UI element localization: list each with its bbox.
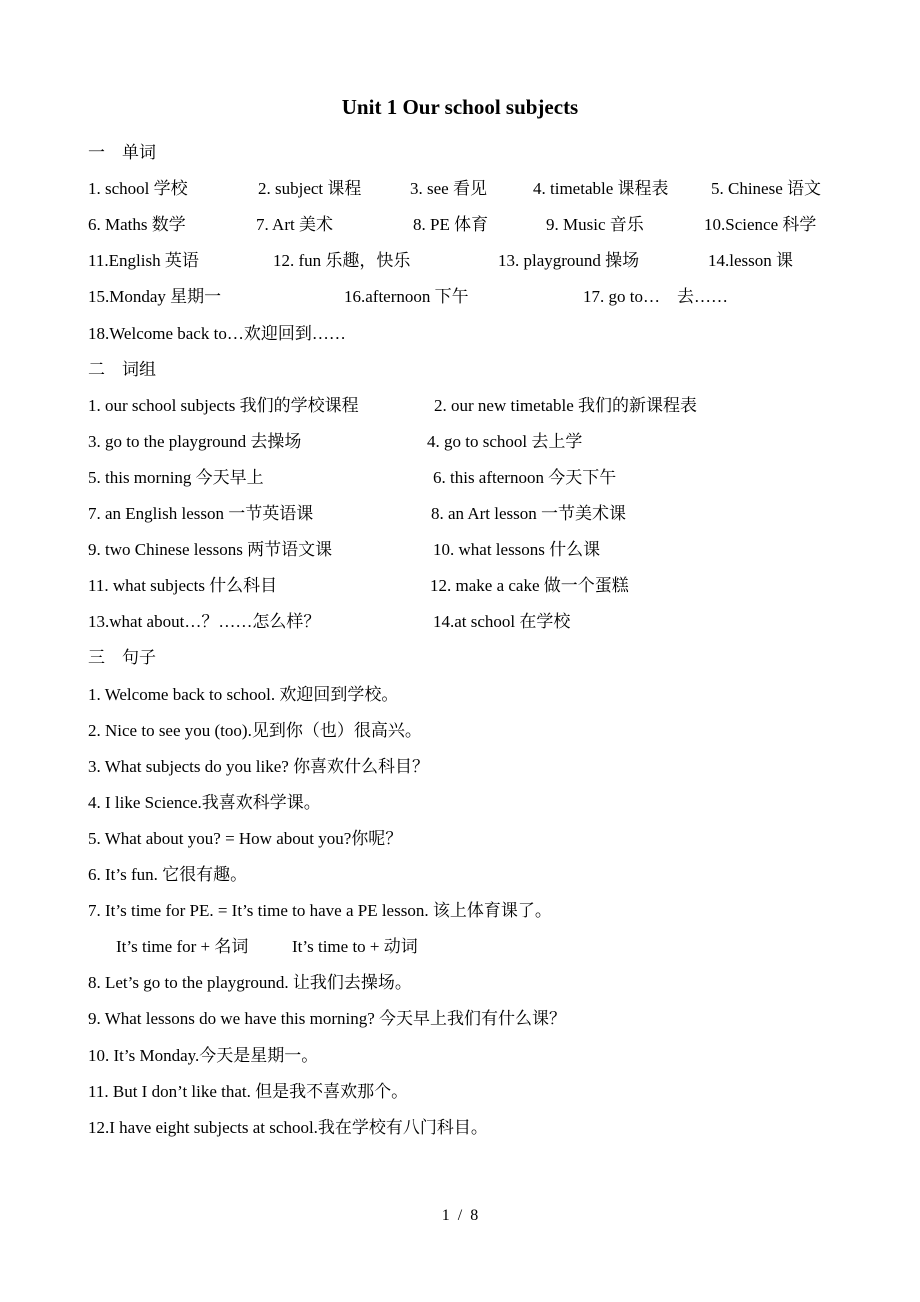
text-entry: 9. What lessons do we have this morning? 今天早上我们有什么课？	[88, 1009, 566, 1029]
section-heading-words	[0, 135, 920, 171]
text-entry: 9. Music 音乐	[546, 215, 644, 235]
text-entry: 11.English 英语	[88, 251, 199, 271]
text-line	[0, 1001, 920, 1037]
text-line	[0, 749, 920, 785]
text-line	[0, 857, 920, 893]
text-entry: 17. go to… 去……	[583, 287, 728, 307]
section-heading-sentences	[0, 640, 920, 676]
text-entry: 6. It’s fun. 它很有趣。	[88, 865, 248, 884]
text-entry: 2. subject 课程	[258, 179, 362, 199]
section-heading-text: 三 句子	[88, 648, 156, 668]
text-entry: 3. go to the playground 去操场	[88, 431, 302, 451]
total-pages: 8	[470, 1207, 479, 1224]
text-entry: 13. playground 操场	[498, 251, 640, 271]
text-entry: 5. Chinese 语文	[711, 179, 822, 199]
text-line	[0, 279, 920, 315]
text-entry: 3. see 看见	[410, 179, 487, 199]
text-entry: 10.Science 科学	[704, 215, 817, 235]
section-heading-text: 二 词组	[88, 359, 156, 379]
text-entry: 11. But I don’t like that. 但是我不喜欢那个。	[88, 1081, 409, 1101]
text-entry: 9. two Chinese lessons 两节语文课	[88, 540, 333, 560]
text-entry: 10. It’s Monday.今天是星期一。	[88, 1045, 319, 1065]
text-line	[0, 171, 920, 207]
page-number	[0, 1202, 920, 1230]
text-entry: 6. Maths 数学	[88, 215, 186, 235]
text-entry: 11. what subjects 什么科目	[88, 576, 278, 596]
page-title: Unit 1 Our school subjects	[341, 95, 579, 119]
text-line	[0, 713, 920, 749]
text-line	[0, 316, 920, 352]
text-entry: 7. an English lesson 一节英语课	[88, 504, 314, 523]
text-entry: 13.what about…？……怎么样？	[88, 612, 321, 632]
text-line	[0, 460, 920, 496]
text-line	[0, 821, 920, 857]
text-entry: 6. this afternoon 今天下午	[433, 467, 617, 487]
section-heading-text: 一 单词	[88, 143, 156, 162]
text-line	[0, 496, 920, 532]
text-entry: 18.Welcome back to…欢迎回到……	[88, 323, 346, 343]
text-line	[0, 424, 920, 460]
text-line	[0, 388, 920, 424]
text-line	[0, 532, 920, 568]
text-line	[0, 604, 920, 640]
text-line	[0, 1110, 920, 1146]
text-entry: 1. Welcome back to school. 欢迎回到学校。	[88, 684, 399, 704]
current-page: 1	[441, 1207, 450, 1224]
text-entry: 4. I like Science.我喜欢科学课。	[88, 792, 321, 812]
page-separator: /	[457, 1207, 463, 1224]
text-entry: 12. make a cake 做一个蛋糕	[430, 576, 629, 596]
text-entry: 5. What about you? = How about you?你呢？	[88, 828, 403, 848]
text-entry: 14.lesson 课	[708, 251, 793, 271]
text-entry: 1. school 学校	[88, 179, 188, 199]
text-entry: 7. Art 美术	[256, 215, 333, 235]
text-entry: 8. PE 体育	[413, 215, 489, 235]
text-entry: 2. our new timetable 我们的新课程表	[434, 395, 697, 415]
text-entry: 8. Let’s go to the playground. 让我们去操场。	[88, 973, 412, 993]
text-entry: 7. It’s time for PE. = It’s time to have a PE lesson. 该上体育课了。	[88, 901, 552, 921]
text-entry: 5. this morning 今天早上	[88, 467, 264, 487]
text-entry: 4. go to school 去上学	[427, 431, 583, 451]
text-entry: 16.afternoon 下午	[344, 287, 469, 307]
text-line	[0, 1038, 920, 1074]
text-line	[0, 929, 920, 965]
text-entry: It’s time for + 名词	[116, 937, 249, 957]
text-entry: 15.Monday 星期一	[88, 287, 222, 307]
text-line	[0, 243, 920, 279]
text-entry: 3. What subjects do you like? 你喜欢什么科目？	[88, 756, 430, 776]
text-entry: 10. what lessons 什么课	[433, 540, 601, 560]
text-line	[0, 568, 920, 604]
text-entry: 4. timetable 课程表	[533, 179, 669, 199]
text-entry: 14.at school 在学校	[433, 612, 571, 632]
text-line	[0, 1074, 920, 1110]
text-entry: 2. Nice to see you (too).见到你（也）很高兴。	[88, 720, 422, 740]
text-line	[0, 677, 920, 713]
text-line	[0, 207, 920, 243]
text-entry: 8. an Art lesson 一节美术课	[431, 504, 627, 523]
text-entry: It’s time to + 动词	[292, 937, 418, 957]
text-line	[0, 785, 920, 821]
text-entry: 1. our school subjects 我们的学校课程	[88, 395, 359, 415]
text-entry: 12.I have eight subjects at school.我在学校有八门科目。	[88, 1117, 488, 1137]
text-line	[0, 893, 920, 929]
section-heading-phrases	[0, 352, 920, 388]
text-entry: 12. fun 乐趣，快乐	[273, 251, 411, 271]
text-line	[0, 965, 920, 1001]
